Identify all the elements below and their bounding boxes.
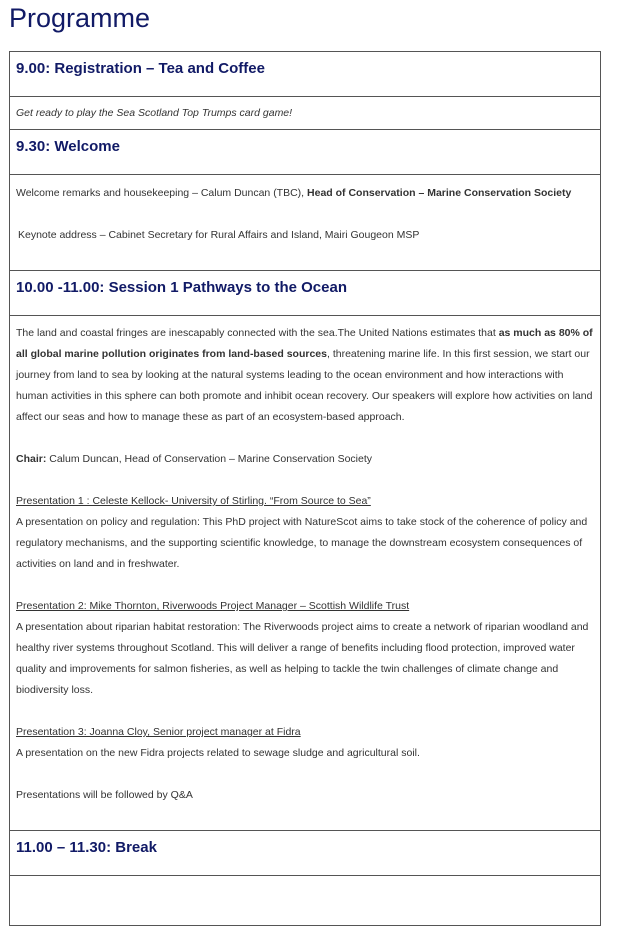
presentation-1-description: A presentation on policy and regulation: This PhD project with NatureScot aims to take stock of the coherence of policy and regulatory mechanisms, and the supporting scientific knowledge, to manage the downstream ecosystem consequences of activities on land and in freshwater. [16,516,588,570]
break-header-row [10,831,600,876]
chair-name: Calum Duncan, Head of Conservation – Marine Conservation Society [46,453,373,465]
session1-chair [16,449,594,470]
session1-intro-part1: The land and coastal fringes are inescapably connected with the sea.The United Nations estimates that [16,327,499,339]
registration-header-row [10,52,600,97]
keynote-address: Keynote address – Cabinet Secretary for Rural Affairs and Island, Mairi Gougeon MSP [18,229,420,241]
welcome-remarks [16,183,594,204]
welcome-remarks-text: Welcome remarks and housekeeping – Calum Duncan (TBC), [16,187,308,199]
session1-header-row [10,271,600,316]
session1-details-row [10,316,600,831]
registration-heading: 9.00: Registration – Tea and Coffee [16,60,265,77]
break-details-row [10,876,600,926]
presentation-3-description: A presentation on the new Fidra projects related to sewage sludge and agricultural soil. [16,747,420,759]
chair-label: Chair: [16,453,47,465]
presentation-2-description: A presentation about riparian habitat restoration: The Riverwoods project aims to create a network of riparian woodland and healthy river systems throughout Scotland. This will deliver a range of benefits including flood protection, improved water quality and improvements for salmon fisheries, as well as helping to tackle the twin challenges of climate change and biodiversity loss. [16,621,589,696]
presentation-2-title: Presentation 2: Mike Thornton, Riverwoods Project Manager – Scottish Wildlife Trust [16,600,410,612]
welcome-heading: 9.30: Welcome [16,138,120,155]
registration-note: Get ready to play the Sea Scotland Top Trumps card game! [16,107,293,119]
welcome-remarks-role: Head of Conservation – Marine Conservation Society [307,187,572,199]
page-title: Programme [9,3,151,33]
presentation-3-title: Presentation 3: Joanna Cloy, Senior project manager at Fidra [16,726,301,738]
welcome-header-row [10,130,600,175]
welcome-details-row [10,175,600,271]
programme-table [9,51,601,926]
session1-intro [16,323,594,428]
registration-note-row [10,97,600,130]
session1-intro-part2: , threatening marine life. In this first session, we start our journey from land to sea by looking at the natural systems leading to the ocean environment and how interactions with human activities in this sphere can both promote and inhibit ocean recovery. Our speakers will explore how activities on land affect our seas and how to manage these as part of an ecosystem-based approach. [16,348,593,423]
presentation-1-title: Presentation 1 : Celeste Kellock- University of Stirling. “From Source to Sea” [16,495,371,507]
session1-closing: Presentations will be followed by Q&A [16,789,193,801]
session1-heading: 10.00 -11.00: Session 1 Pathways to the Ocean [16,279,347,296]
break-heading: 11.00 – 11.30: Break [16,839,157,856]
session1-intro-highlight: as much as 80% of all global marine pollution originates from land-based sources [16,327,593,360]
